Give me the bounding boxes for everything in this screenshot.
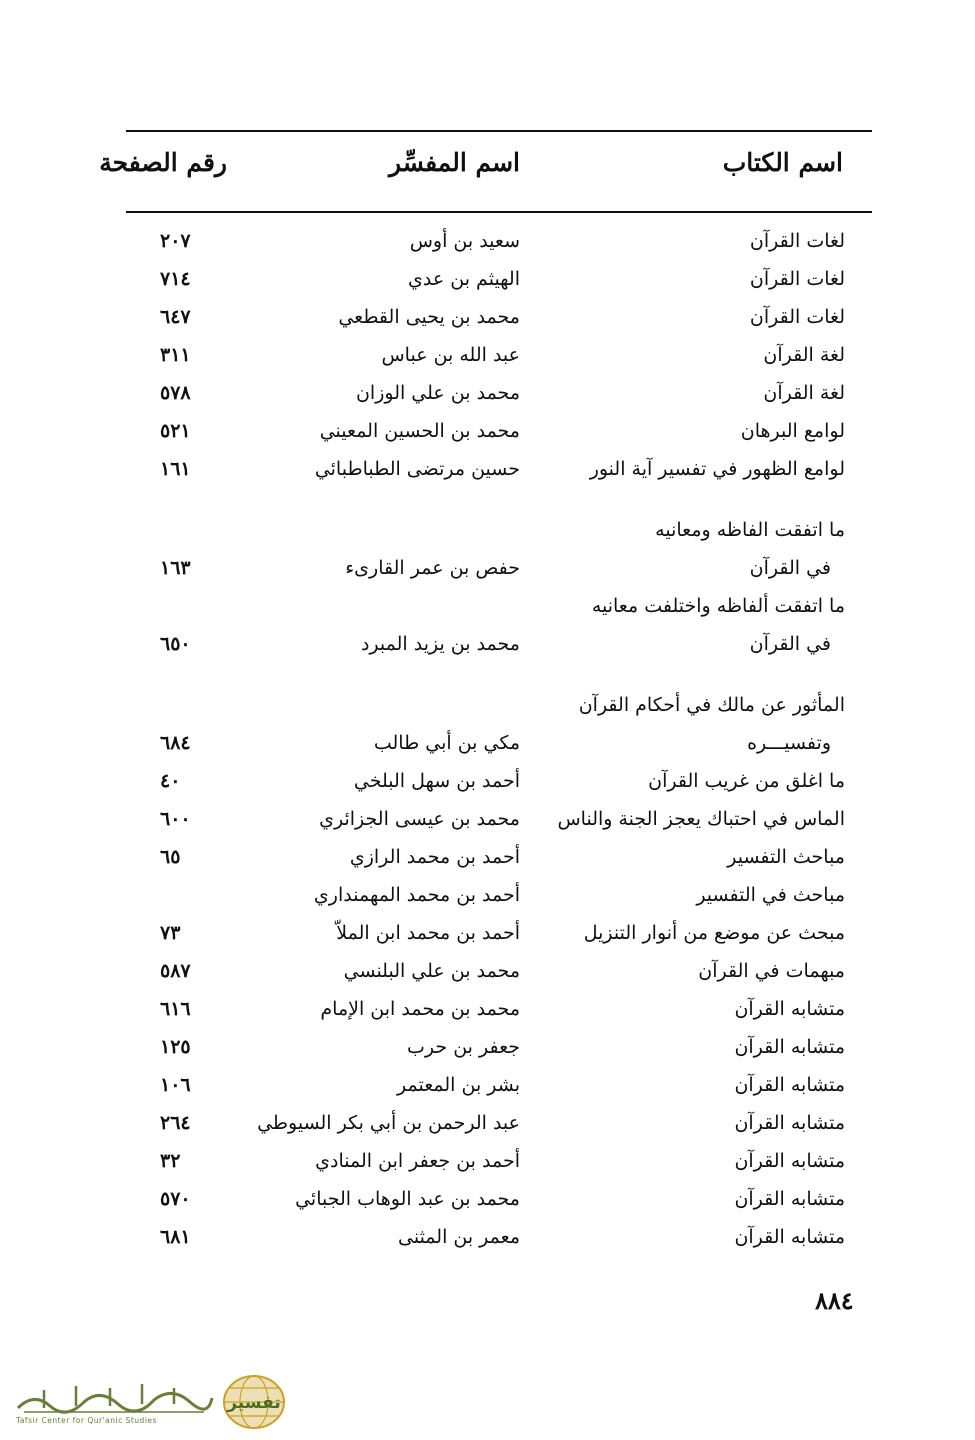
- table-row: [0, 1146, 975, 1184]
- author-name: محمد بن يحيى القطعي: [338, 306, 520, 328]
- page-ref: ٧٣: [160, 922, 181, 944]
- author-name: معمر بن المثنى: [398, 1226, 520, 1248]
- author-name: محمد بن علي الوزان: [355, 382, 520, 404]
- author-name: محمد بن عيسى الجزائري: [319, 808, 520, 830]
- book-title: لغة القرآن: [763, 382, 845, 404]
- table-row: [0, 340, 975, 378]
- page-number: ٨٨٤: [815, 1286, 854, 1315]
- page-ref: ٦١٦: [160, 998, 191, 1020]
- header-rule: [126, 211, 872, 213]
- author-name: أحمد بن جعفر ابن المنادي: [315, 1150, 520, 1172]
- book-title: مبهمات في القرآن: [698, 960, 845, 982]
- table-row: [0, 264, 975, 302]
- author-name: عبد الرحمن بن أبي بكر السيوطي: [257, 1112, 520, 1134]
- page-ref: ٧١٤: [160, 268, 191, 290]
- book-title: مباحث التفسير: [727, 846, 845, 868]
- header-author: اسم المفسِّر: [389, 148, 520, 177]
- page-ref: ٦٨٤: [160, 732, 191, 754]
- book-title: ما اغلق من غريب القرآن: [648, 770, 845, 792]
- logo-emblem: تفسير: [227, 1393, 281, 1413]
- table-row: [0, 1184, 975, 1222]
- table-row: [0, 918, 975, 956]
- book-title: لوامع البرهان: [740, 420, 845, 442]
- author-name: بشر بن المعتمر: [397, 1074, 520, 1096]
- header-book: اسم الكتاب: [722, 148, 843, 177]
- author-name: سعيد بن أوس: [409, 230, 520, 252]
- author-name: محمد بن يزيد المبرد: [360, 633, 520, 655]
- page-ref: ٢٠٧: [160, 230, 191, 252]
- page-ref: ٥٨٧: [160, 960, 191, 982]
- book-title: ما اتفقت الفاظه ومعانيه: [655, 519, 845, 541]
- table-row: [0, 842, 975, 880]
- page-ref: ٦٥٠: [160, 633, 191, 655]
- author-name: حسين مرتضى الطباطبائي: [314, 458, 520, 480]
- table-row: [0, 1108, 975, 1146]
- author-name: حفص بن عمر القارىء: [345, 557, 520, 579]
- logo-subtitle: Tafsir Center for Qur'anic Studies: [16, 1416, 157, 1425]
- tafsir-center-logo: [14, 1370, 289, 1432]
- book-title: متشابه القرآن: [734, 1036, 845, 1058]
- book-title: مبحث عن موضع من أنوار التنزيل: [583, 922, 845, 944]
- author-name: الهيثم بن عدي: [408, 268, 520, 290]
- table-row: [0, 1222, 975, 1260]
- table-row: [0, 629, 975, 667]
- table-row: [0, 994, 975, 1032]
- book-title: متشابه القرآن: [734, 1074, 845, 1096]
- page-ref: ١٢٥: [160, 1036, 191, 1058]
- table-row: [0, 1070, 975, 1108]
- table-row: [0, 515, 975, 553]
- author-name: محمد بن عبد الوهاب الجبائي: [295, 1188, 520, 1210]
- book-title: لوامع الظهور في تفسير آية النور: [589, 458, 845, 480]
- author-name: أحمد بن محمد ابن الملاّ: [336, 922, 520, 944]
- book-title: مباحث في التفسير: [696, 884, 845, 906]
- book-title: ما اتفقت ألفاظه واختلفت معانيه: [591, 595, 845, 617]
- table-row: [0, 302, 975, 340]
- author-name: مكي بن أبي طالب: [373, 732, 520, 754]
- page-ref: ٥٧٠: [160, 1188, 191, 1210]
- table-row: [0, 728, 975, 766]
- author-name: جعفر بن حرب: [407, 1036, 520, 1058]
- page-ref: ٦٠٠: [160, 808, 191, 830]
- page-ref: ٥٧٨: [160, 382, 191, 404]
- author-name: أحمد بن محمد الرازي: [349, 846, 520, 868]
- book-title: لغات القرآن: [749, 268, 845, 290]
- logo-calligraphy: [14, 1378, 214, 1418]
- book-title: لغات القرآن: [749, 306, 845, 328]
- index-table: [0, 226, 975, 1260]
- page-ref: ١٦٣: [160, 557, 191, 579]
- author-name: أحمد بن محمد المهمنداري: [313, 884, 520, 906]
- table-row: [0, 690, 975, 728]
- page-ref: ٢٦٤: [160, 1112, 191, 1134]
- top-rule: [126, 130, 872, 132]
- author-name: محمد بن الحسين المعيني: [319, 420, 520, 442]
- book-title: المأثور عن مالك في أحكام القرآن: [578, 694, 845, 716]
- page-ref: ٦٤٧: [160, 306, 191, 328]
- page-ref: ٥٢١: [160, 420, 191, 442]
- page-ref: ٦٥: [160, 846, 181, 868]
- table-row: [0, 804, 975, 842]
- page-ref: ٦٨١: [160, 1226, 191, 1248]
- book-title: لغات القرآن: [749, 230, 845, 252]
- globe-icon: [219, 1372, 289, 1430]
- table-row: [0, 766, 975, 804]
- table-row: [0, 1032, 975, 1070]
- page-ref: ٤٠: [160, 770, 181, 792]
- book-title: متشابه القرآن: [734, 1112, 845, 1134]
- book-title: في القرآن: [749, 633, 831, 655]
- book-title: الماس في احتباك يعجز الجنة والناس: [557, 808, 845, 830]
- author-name: محمد بن محمد ابن الإمام: [320, 998, 520, 1020]
- table-header: [0, 148, 975, 188]
- table-row: [0, 416, 975, 454]
- book-title: لغة القرآن: [763, 344, 845, 366]
- page-ref: ٣٢: [160, 1150, 181, 1172]
- book-title: متشابه القرآن: [734, 1150, 845, 1172]
- author-name: أحمد بن سهل البلخي: [353, 770, 520, 792]
- header-page: رقم الصفحة: [99, 148, 227, 177]
- table-row: [0, 378, 975, 416]
- page-ref: ١٦١: [160, 458, 191, 480]
- book-title: وتفسيـــره: [747, 732, 831, 754]
- book-title: متشابه القرآن: [734, 1188, 845, 1210]
- table-row: [0, 226, 975, 264]
- page-ref: ١٠٦: [160, 1074, 191, 1096]
- book-title: متشابه القرآن: [734, 1226, 845, 1248]
- table-row: [0, 880, 975, 918]
- table-row: [0, 553, 975, 591]
- table-row: [0, 956, 975, 994]
- book-title: في القرآن: [749, 557, 831, 579]
- book-title: متشابه القرآن: [734, 998, 845, 1020]
- author-name: عبد الله بن عباس: [381, 344, 520, 366]
- table-row: [0, 454, 975, 492]
- author-name: محمد بن علي البلنسي: [343, 960, 520, 982]
- table-row: [0, 591, 975, 629]
- page-ref: ٣١١: [160, 344, 191, 366]
